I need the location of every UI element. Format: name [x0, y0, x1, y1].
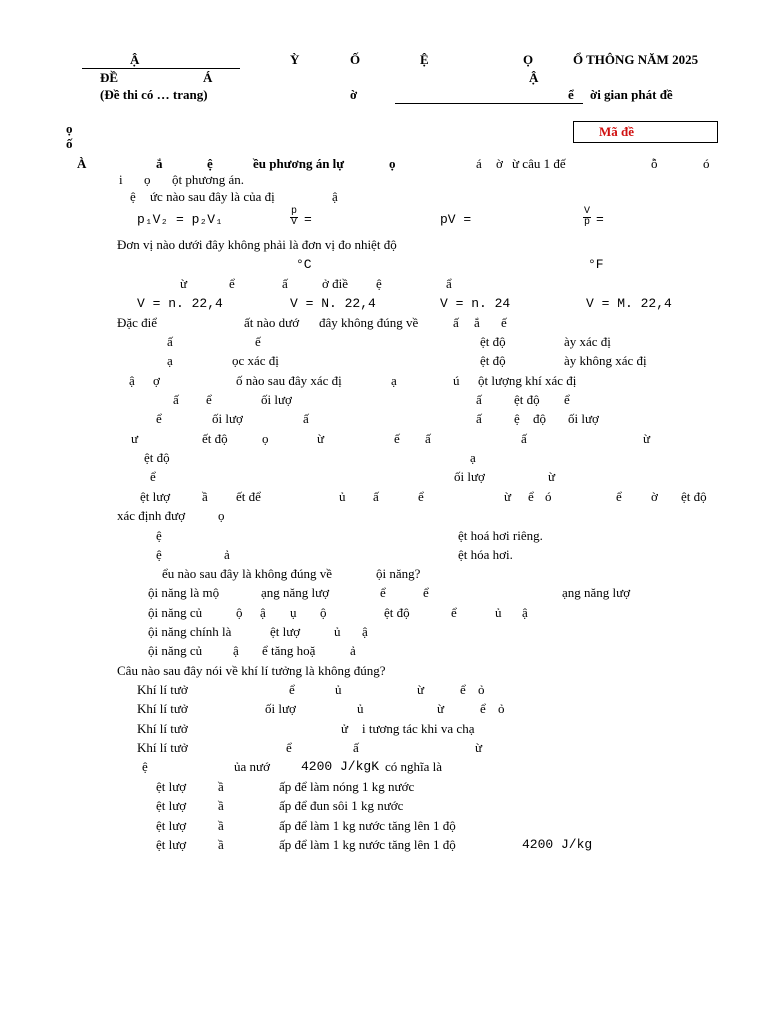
question-stem: ểu nào sau đây là không đúng về — [162, 566, 333, 581]
instructions-text: À — [77, 156, 87, 171]
option-d: ả — [350, 643, 356, 658]
question-stem: ừ — [317, 431, 325, 446]
option-b: V = N. 22,4 — [290, 296, 376, 311]
option-b: ể — [480, 701, 486, 716]
question-stem: ể — [150, 469, 156, 484]
option-a: ấ — [167, 334, 173, 349]
option-d: °F — [588, 257, 604, 272]
question-stem: ể — [418, 489, 424, 504]
option-a: ể — [423, 585, 429, 600]
exam-code-label: Mã đề — [599, 124, 635, 139]
instructions-text: i — [119, 172, 123, 187]
option-a: V = n. 22,4 — [137, 296, 223, 311]
time-text: ể — [568, 87, 574, 102]
option-c: ủ — [334, 624, 341, 639]
question-stem: ội năng? — [376, 566, 421, 581]
question-stem: ậ — [129, 373, 135, 388]
question-stem: ừ — [180, 276, 188, 291]
option-a: ệt lượ — [156, 779, 187, 794]
question-stem: ậ — [332, 189, 338, 204]
instructions-text: ọ — [389, 156, 396, 171]
question-stem: ẩ — [446, 276, 452, 291]
option-b: ấp để đun sôi 1 kg nước — [279, 798, 404, 813]
question-stem: ấ — [521, 431, 527, 446]
option-c: ậ — [362, 624, 368, 639]
option-a: ể — [289, 682, 295, 697]
option-d: = — [596, 212, 604, 227]
time-text: ời gian phát đề — [590, 87, 673, 102]
option-b: ội năng củ — [148, 605, 203, 620]
title-fragment: Ỳ — [290, 52, 300, 67]
option-a: ừ — [417, 682, 425, 697]
option-d: Khí lí tưở — [137, 740, 188, 755]
specific-heat-value: 4200 J/kgK — [301, 759, 380, 774]
instructions-text: ều phương án lự — [253, 156, 345, 171]
option-a: ể — [460, 682, 466, 697]
option-b: ụ — [290, 605, 297, 620]
option-b: ầ — [218, 798, 224, 813]
instructions-text: ó — [703, 156, 710, 171]
instructions-text: ột phương án. — [172, 172, 245, 187]
question-stem: ế — [394, 431, 400, 446]
option-b: Khí lí tưở — [137, 701, 188, 716]
option-d: ể tăng hoặ — [262, 643, 316, 658]
question-stem: Đơn vị nào dưới đây không phải là đơn vị đo nhiệt độ — [117, 237, 397, 252]
option-b: ể — [564, 392, 570, 407]
option-c: ể — [156, 411, 162, 426]
option-a: ệ — [156, 528, 162, 543]
option-c: ấp để làm 1 kg nước tăng lên 1 độ — [279, 818, 456, 833]
question-stem: ể — [616, 489, 622, 504]
question-stem: ừ — [504, 489, 512, 504]
option-b: ủ — [495, 605, 502, 620]
option-b: ệt độ — [384, 605, 410, 620]
option-a: ủ — [335, 682, 342, 697]
question-stem: ở điề — [322, 276, 349, 291]
exam-code-box — [573, 121, 718, 143]
option-c: ấ — [303, 411, 309, 426]
question-stem: ết độ — [202, 431, 228, 446]
option-a: ể — [206, 392, 212, 407]
page-count-note: (Đề thi có … trang) — [100, 87, 208, 102]
option-a: ấp để làm nóng 1 kg nước — [279, 779, 415, 794]
option-c: ệt lượ — [270, 624, 301, 639]
option-b: ày xác đị — [564, 334, 611, 349]
option-a: ế — [255, 334, 261, 349]
option-b: ủ — [357, 701, 364, 716]
question-stem: ọ — [262, 431, 269, 446]
exam-title: Ổ THÔNG NĂM 2025 — [573, 52, 699, 67]
option-c: ạ — [167, 353, 173, 368]
header-text: ờ — [350, 87, 358, 102]
option-d: ấ — [353, 740, 359, 755]
question-stem: ệ — [142, 759, 148, 774]
option-a: p₁V₂ = p₂V₁ — [137, 212, 223, 227]
option-c: ối lượ — [212, 411, 243, 426]
instructions-text: á — [476, 156, 482, 171]
option-d: ệt hóa hơi. — [458, 547, 513, 562]
question-stem: ủa nướ — [234, 759, 270, 774]
option-d: ày không xác đị — [564, 353, 647, 368]
option-c: ầ — [218, 818, 224, 833]
option-d: ừ — [475, 740, 483, 755]
option-c: pV = — [440, 212, 472, 227]
option-c: ả — [224, 547, 230, 562]
question-stem: ấ — [453, 315, 459, 330]
option-d-fraction — [583, 207, 591, 228]
option-a: ấ — [173, 392, 179, 407]
instructions-text: ờ — [496, 156, 503, 171]
question-stem: ợ — [153, 373, 160, 388]
option-a: ội năng là mộ — [148, 585, 220, 600]
question-stem: ạ — [470, 450, 476, 465]
question-stem: ờ — [651, 489, 658, 504]
option-d: ệt độ — [480, 353, 506, 368]
question-stem: ệt độ — [681, 489, 707, 504]
fraction-numerator: V — [584, 206, 591, 217]
question-stem: ầ — [202, 489, 208, 504]
option-b: ỏ — [498, 701, 505, 716]
question-stem: đây không đúng về — [319, 315, 419, 330]
question-stem: ố nào sau đây xác đị — [236, 373, 342, 388]
side-label: ọ — [66, 121, 73, 136]
option-a: ạng năng lượ — [261, 585, 330, 600]
question-stem: ất nào dướ — [244, 315, 300, 330]
option-d: ầ — [218, 837, 224, 852]
question-stem: ệ — [376, 276, 382, 291]
instructions-text: ắ — [156, 156, 163, 171]
instructions-text: ỗ — [651, 156, 658, 171]
option-a: ạng năng lượ — [562, 585, 631, 600]
exam-label: ĐỀ — [100, 70, 119, 85]
option-b: ộ — [236, 605, 243, 620]
question-stem: ấ — [425, 431, 431, 446]
option-d: ội năng củ — [148, 643, 203, 658]
option-d: ậ — [233, 643, 239, 658]
header-underline — [395, 103, 583, 104]
question-stem: ấ — [373, 489, 379, 504]
question-stem: ừ — [643, 431, 651, 446]
question-stem: ể — [229, 276, 235, 291]
title-fragment: Ố — [350, 52, 361, 67]
option-d: ệ — [514, 411, 520, 426]
option-d: V = M. 22,4 — [586, 296, 672, 311]
instructions-text: ệ — [207, 156, 213, 171]
question-stem: ó — [545, 489, 552, 504]
option-b: ệt hoá hơi riêng. — [458, 528, 543, 543]
question-stem: ết để — [236, 489, 261, 504]
instructions-text: ọ — [144, 172, 151, 187]
option-b: ậ — [522, 605, 528, 620]
fraction-numerator: p — [291, 206, 298, 217]
option-c: ội năng chính là — [148, 624, 232, 639]
option-d: ấ — [476, 411, 482, 426]
option-d: ể — [286, 740, 292, 755]
option-d: ấp để làm 1 kg nước tăng lên 1 độ — [279, 837, 456, 852]
option-a: ỏ — [478, 682, 485, 697]
question-stem: ế — [501, 315, 507, 330]
option-d: độ — [533, 411, 546, 426]
option-c: V = n. 24 — [440, 296, 511, 311]
subject-label: Ậ — [529, 70, 539, 85]
option-d-value: 4200 J/kg — [522, 837, 593, 852]
option-b: ể — [451, 605, 457, 620]
question-stem: ư — [131, 431, 139, 446]
option-b: = — [304, 212, 312, 227]
question-stem: có nghĩa là — [385, 759, 443, 774]
question-stem: Đặc điể — [117, 315, 158, 330]
fraction-denominator: p — [584, 217, 591, 228]
question-stem: ệt lượ — [140, 489, 171, 504]
question-stem: xác định đượ — [117, 508, 186, 523]
school-name: Ậ — [130, 52, 140, 67]
question-stem: ột lượng khí xác đị — [478, 373, 577, 388]
instructions-text: ừ câu 1 đế — [512, 156, 566, 171]
option-c: ọc xác đị — [232, 353, 279, 368]
question-stem: ấ — [282, 276, 288, 291]
option-b: ậ — [260, 605, 266, 620]
option-b-fraction — [290, 207, 298, 228]
option-b: ấ — [476, 392, 482, 407]
question-stem: ạ — [391, 373, 397, 388]
title-fragment: Ọ — [523, 52, 534, 67]
option-a: ể — [380, 585, 386, 600]
question-stem: ể — [528, 489, 534, 504]
option-c: °C — [296, 257, 312, 272]
option-c: Khí lí tưở — [137, 721, 188, 736]
question-stem: ối lượ — [454, 469, 485, 484]
question-stem: ệt độ — [144, 450, 170, 465]
option-b: ệt độ — [480, 334, 506, 349]
question-stem: ắ — [474, 315, 480, 330]
question-stem: ừ — [548, 469, 556, 484]
option-b: ệt lượ — [156, 798, 187, 813]
option-b: ệt độ — [514, 392, 540, 407]
option-a: ầ — [218, 779, 224, 794]
side-label: ố — [66, 136, 73, 151]
question-stem: ọ — [218, 508, 225, 523]
option-c: i tương tác khi va chạ — [362, 721, 475, 736]
fraction-denominator: V — [291, 217, 298, 228]
option-d: ệt lượ — [156, 837, 187, 852]
option-a: Khí lí tưở — [137, 682, 188, 697]
option-a: ối lượ — [261, 392, 292, 407]
option-c: ử — [341, 721, 349, 736]
option-c: ệt lượ — [156, 818, 187, 833]
option-d: ối lượ — [568, 411, 599, 426]
question-stem: ệ — [130, 189, 136, 204]
option-b: ừ — [437, 701, 445, 716]
option-c: ệ — [156, 547, 162, 562]
question-stem: Câu nào sau đây nói về khí lí tưởng là không đúng? — [117, 663, 386, 678]
exam-label: Á — [203, 70, 213, 85]
question-stem: ủ — [339, 489, 346, 504]
option-b: ối lượ — [265, 701, 296, 716]
question-stem: ức nào sau đây là của đị — [150, 189, 275, 204]
title-fragment: Ệ — [420, 52, 429, 67]
option-b: ộ — [320, 605, 327, 620]
question-stem: ú — [453, 373, 460, 388]
